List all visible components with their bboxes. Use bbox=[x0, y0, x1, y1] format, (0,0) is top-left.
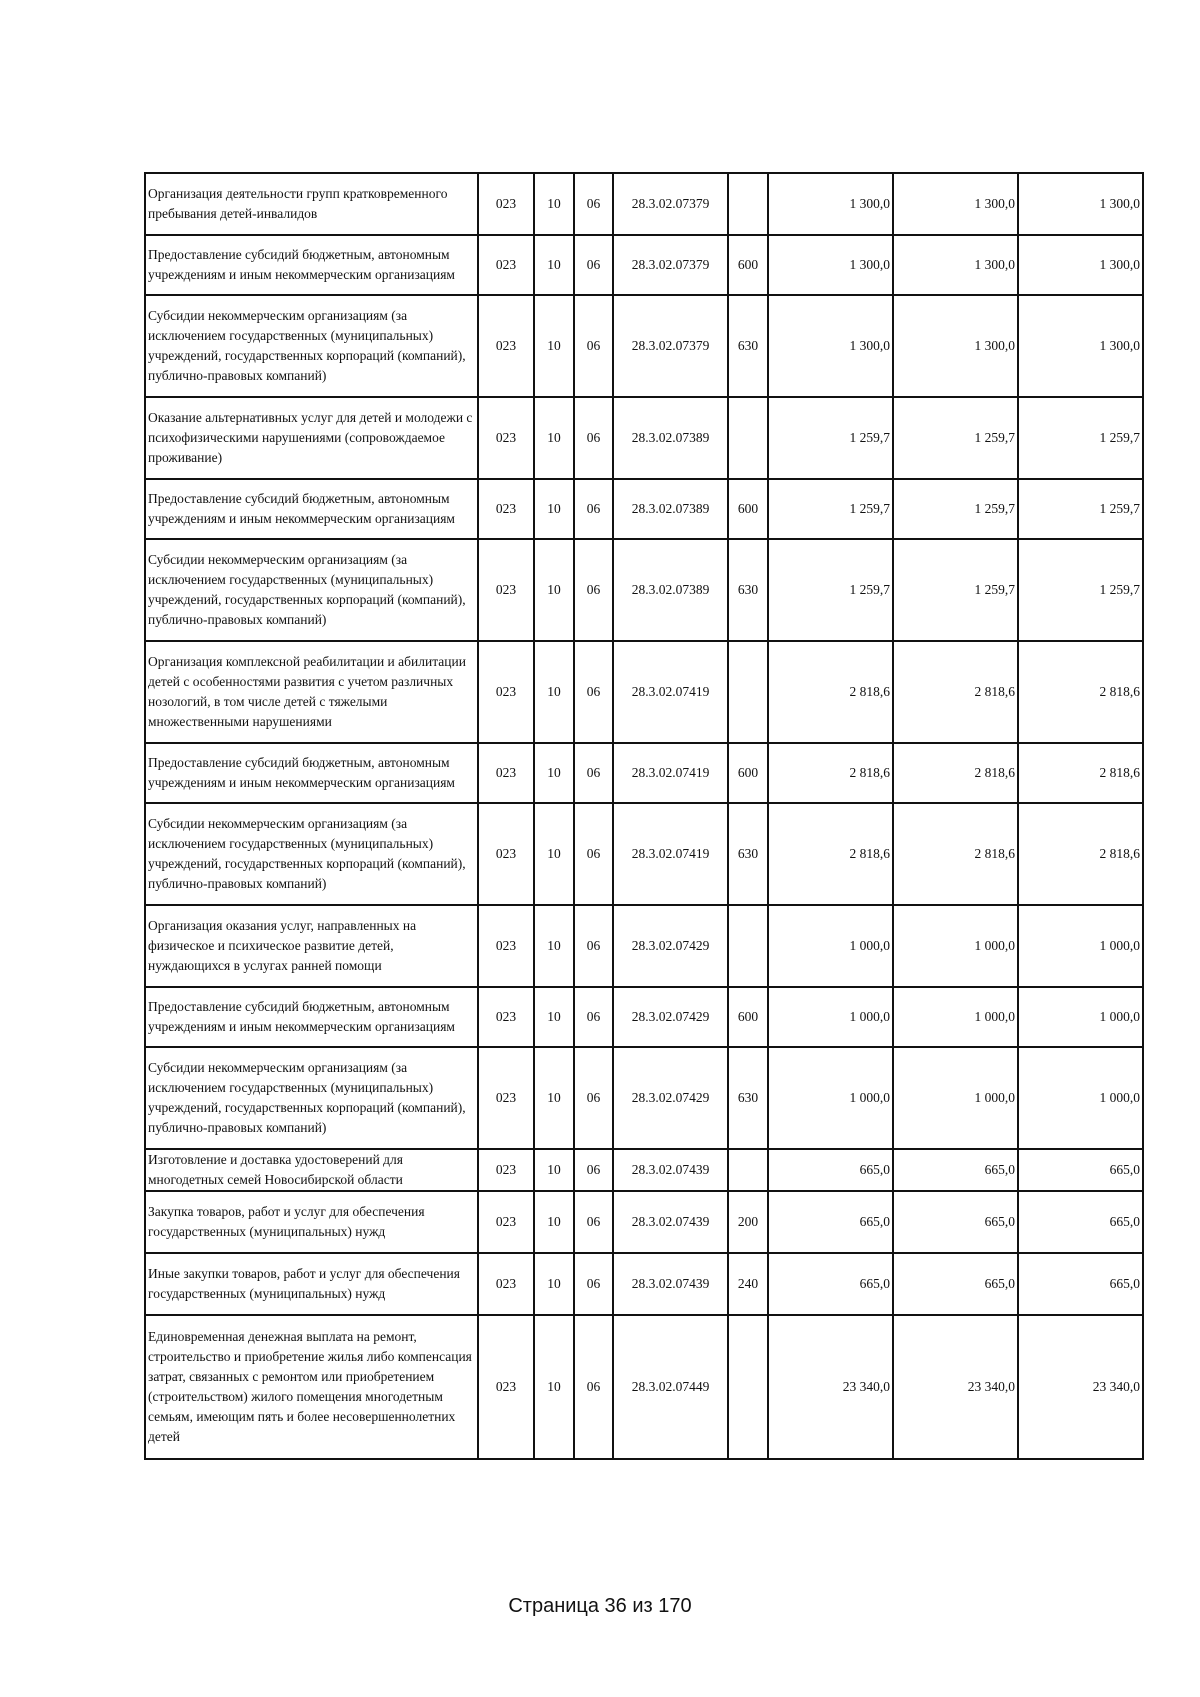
row-amount-2: 1 259,7 bbox=[893, 539, 1018, 641]
row-target-article: 28.3.02.07419 bbox=[613, 641, 728, 743]
row-expense-type bbox=[728, 905, 768, 987]
row-amount-1: 1 259,7 bbox=[768, 397, 893, 479]
row-target-article: 28.3.02.07389 bbox=[613, 539, 728, 641]
row-target-article: 28.3.02.07389 bbox=[613, 397, 728, 479]
row-subsection-code: 06 bbox=[574, 803, 613, 905]
row-section-code: 10 bbox=[534, 1315, 574, 1459]
table-row bbox=[145, 905, 1143, 987]
row-ministry-code: 023 bbox=[478, 397, 534, 479]
row-name: Организация деятельности групп кратковременного пребывания детей-инвалидов bbox=[145, 173, 478, 235]
row-amount-2: 1 300,0 bbox=[893, 235, 1018, 295]
row-ministry-code: 023 bbox=[478, 173, 534, 235]
row-section-code: 10 bbox=[534, 295, 574, 397]
table-row bbox=[145, 173, 1143, 235]
table-row bbox=[145, 1315, 1143, 1459]
row-amount-1: 1 259,7 bbox=[768, 539, 893, 641]
row-amount-3: 1 259,7 bbox=[1018, 397, 1143, 479]
row-target-article: 28.3.02.07379 bbox=[613, 235, 728, 295]
row-subsection-code: 06 bbox=[574, 1253, 613, 1315]
table-row bbox=[145, 803, 1143, 905]
row-subsection-code: 06 bbox=[574, 539, 613, 641]
row-section-code: 10 bbox=[534, 173, 574, 235]
row-expense-type: 630 bbox=[728, 295, 768, 397]
row-subsection-code: 06 bbox=[574, 743, 613, 803]
table-row bbox=[145, 1191, 1143, 1253]
row-amount-3: 665,0 bbox=[1018, 1253, 1143, 1315]
row-target-article: 28.3.02.07429 bbox=[613, 987, 728, 1047]
row-amount-2: 2 818,6 bbox=[893, 743, 1018, 803]
row-ministry-code: 023 bbox=[478, 987, 534, 1047]
row-section-code: 10 bbox=[534, 1047, 574, 1149]
row-expense-type bbox=[728, 397, 768, 479]
row-expense-type bbox=[728, 173, 768, 235]
table-row bbox=[145, 479, 1143, 539]
row-amount-3: 2 818,6 bbox=[1018, 743, 1143, 803]
row-expense-type: 630 bbox=[728, 1047, 768, 1149]
row-amount-2: 1 000,0 bbox=[893, 987, 1018, 1047]
row-expense-type: 240 bbox=[728, 1253, 768, 1315]
table-row bbox=[145, 1253, 1143, 1315]
row-name: Оказание альтернативных услуг для детей и молодежи с психофизическими нарушениями (сопровождаемое проживание) bbox=[145, 397, 478, 479]
row-amount-2: 2 818,6 bbox=[893, 641, 1018, 743]
row-name: Субсидии некоммерческим организациям (за исключением государственных (муниципальных) учреждений, государственных корпораций (компаний), публично-правовых компаний) bbox=[145, 295, 478, 397]
row-name: Единовременная денежная выплата на ремонт, строительство и приобретение жилья либо компенсация затрат, связанных с ремонтом или приобретением (строительством) жилого помещения многодетным семьям, имеющим пять и более несовершеннолетних детей bbox=[145, 1315, 478, 1459]
row-name: Субсидии некоммерческим организациям (за исключением государственных (муниципальных) учреждений, государственных корпораций (компаний), публично-правовых компаний) bbox=[145, 1047, 478, 1149]
row-amount-2: 1 300,0 bbox=[893, 173, 1018, 235]
table-row bbox=[145, 397, 1143, 479]
row-subsection-code: 06 bbox=[574, 1315, 613, 1459]
row-subsection-code: 06 bbox=[574, 1191, 613, 1253]
row-name: Субсидии некоммерческим организациям (за исключением государственных (муниципальных) учреждений, государственных корпораций (компаний), публично-правовых компаний) bbox=[145, 539, 478, 641]
row-amount-1: 1 000,0 bbox=[768, 1047, 893, 1149]
row-ministry-code: 023 bbox=[478, 479, 534, 539]
table-row bbox=[145, 743, 1143, 803]
row-expense-type bbox=[728, 641, 768, 743]
row-amount-3: 2 818,6 bbox=[1018, 803, 1143, 905]
row-section-code: 10 bbox=[534, 743, 574, 803]
row-section-code: 10 bbox=[534, 539, 574, 641]
row-amount-1: 1 259,7 bbox=[768, 479, 893, 539]
row-amount-2: 1 300,0 bbox=[893, 295, 1018, 397]
row-name: Предоставление субсидий бюджетным, автономным учреждениям и иным некоммерческим организациям bbox=[145, 987, 478, 1047]
row-section-code: 10 bbox=[534, 905, 574, 987]
row-subsection-code: 06 bbox=[574, 295, 613, 397]
row-name: Субсидии некоммерческим организациям (за исключением государственных (муниципальных) учреждений, государственных корпораций (компаний), публично-правовых компаний) bbox=[145, 803, 478, 905]
row-target-article: 28.3.02.07429 bbox=[613, 905, 728, 987]
row-amount-3: 665,0 bbox=[1018, 1149, 1143, 1191]
row-amount-1: 1 300,0 bbox=[768, 295, 893, 397]
row-amount-3: 665,0 bbox=[1018, 1191, 1143, 1253]
row-amount-2: 1 259,7 bbox=[893, 397, 1018, 479]
row-amount-1: 1 000,0 bbox=[768, 905, 893, 987]
row-amount-3: 23 340,0 bbox=[1018, 1315, 1143, 1459]
row-ministry-code: 023 bbox=[478, 539, 534, 641]
row-target-article: 28.3.02.07449 bbox=[613, 1315, 728, 1459]
page-number: Страница 36 из 170 bbox=[508, 1595, 692, 1617]
row-target-article: 28.3.02.07439 bbox=[613, 1149, 728, 1191]
row-name: Закупка товаров, работ и услуг для обеспечения государственных (муниципальных) нужд bbox=[145, 1191, 478, 1253]
row-amount-3: 1 300,0 bbox=[1018, 173, 1143, 235]
row-amount-3: 1 259,7 bbox=[1018, 479, 1143, 539]
row-ministry-code: 023 bbox=[478, 1253, 534, 1315]
row-ministry-code: 023 bbox=[478, 1149, 534, 1191]
row-section-code: 10 bbox=[534, 1253, 574, 1315]
row-subsection-code: 06 bbox=[574, 1149, 613, 1191]
row-name: Изготовление и доставка удостоверений для многодетных семей Новосибирской области bbox=[145, 1149, 478, 1191]
row-expense-type: 200 bbox=[728, 1191, 768, 1253]
row-amount-3: 1 000,0 bbox=[1018, 905, 1143, 987]
row-amount-1: 2 818,6 bbox=[768, 743, 893, 803]
row-amount-1: 23 340,0 bbox=[768, 1315, 893, 1459]
row-ministry-code: 023 bbox=[478, 1315, 534, 1459]
row-target-article: 28.3.02.07419 bbox=[613, 743, 728, 803]
row-expense-type: 630 bbox=[728, 539, 768, 641]
row-ministry-code: 023 bbox=[478, 803, 534, 905]
row-name: Предоставление субсидий бюджетным, автономным учреждениям и иным некоммерческим организациям bbox=[145, 235, 478, 295]
table-row bbox=[145, 641, 1143, 743]
row-amount-2: 1 000,0 bbox=[893, 905, 1018, 987]
table-row bbox=[145, 987, 1143, 1047]
row-section-code: 10 bbox=[534, 1191, 574, 1253]
row-amount-2: 2 818,6 bbox=[893, 803, 1018, 905]
table-row bbox=[145, 1149, 1143, 1191]
row-section-code: 10 bbox=[534, 641, 574, 743]
row-expense-type: 630 bbox=[728, 803, 768, 905]
row-subsection-code: 06 bbox=[574, 905, 613, 987]
row-target-article: 28.3.02.07429 bbox=[613, 1047, 728, 1149]
row-amount-1: 665,0 bbox=[768, 1149, 893, 1191]
row-expense-type: 600 bbox=[728, 743, 768, 803]
row-subsection-code: 06 bbox=[574, 479, 613, 539]
row-expense-type: 600 bbox=[728, 235, 768, 295]
row-ministry-code: 023 bbox=[478, 295, 534, 397]
row-amount-2: 665,0 bbox=[893, 1191, 1018, 1253]
row-section-code: 10 bbox=[534, 803, 574, 905]
row-target-article: 28.3.02.07389 bbox=[613, 479, 728, 539]
row-amount-1: 2 818,6 bbox=[768, 641, 893, 743]
row-amount-2: 1 000,0 bbox=[893, 1047, 1018, 1149]
table-row bbox=[145, 235, 1143, 295]
row-amount-1: 1 300,0 bbox=[768, 235, 893, 295]
row-subsection-code: 06 bbox=[574, 987, 613, 1047]
row-amount-2: 665,0 bbox=[893, 1149, 1018, 1191]
row-amount-2: 665,0 bbox=[893, 1253, 1018, 1315]
table-row bbox=[145, 295, 1143, 397]
row-subsection-code: 06 bbox=[574, 173, 613, 235]
row-ministry-code: 023 bbox=[478, 905, 534, 987]
row-subsection-code: 06 bbox=[574, 641, 613, 743]
budget-table bbox=[144, 172, 1144, 1460]
row-target-article: 28.3.02.07379 bbox=[613, 173, 728, 235]
row-expense-type: 600 bbox=[728, 987, 768, 1047]
row-ministry-code: 023 bbox=[478, 1191, 534, 1253]
row-ministry-code: 023 bbox=[478, 641, 534, 743]
row-name: Организация оказания услуг, направленных на физическое и психическое развитие детей, нуждающихся в услугах ранней помощи bbox=[145, 905, 478, 987]
row-name: Предоставление субсидий бюджетным, автономным учреждениям и иным некоммерческим организациям bbox=[145, 743, 478, 803]
row-amount-3: 1 300,0 bbox=[1018, 235, 1143, 295]
row-section-code: 10 bbox=[534, 479, 574, 539]
row-target-article: 28.3.02.07379 bbox=[613, 295, 728, 397]
row-amount-1: 665,0 bbox=[768, 1253, 893, 1315]
row-amount-2: 23 340,0 bbox=[893, 1315, 1018, 1459]
row-name: Иные закупки товаров, работ и услуг для обеспечения государственных (муниципальных) нужд bbox=[145, 1253, 478, 1315]
row-subsection-code: 06 bbox=[574, 1047, 613, 1149]
row-ministry-code: 023 bbox=[478, 743, 534, 803]
row-target-article: 28.3.02.07419 bbox=[613, 803, 728, 905]
row-subsection-code: 06 bbox=[574, 235, 613, 295]
row-amount-3: 2 818,6 bbox=[1018, 641, 1143, 743]
row-name: Предоставление субсидий бюджетным, автономным учреждениям и иным некоммерческим организациям bbox=[145, 479, 478, 539]
table-row bbox=[145, 539, 1143, 641]
row-amount-1: 2 818,6 bbox=[768, 803, 893, 905]
row-amount-3: 1 000,0 bbox=[1018, 1047, 1143, 1149]
row-subsection-code: 06 bbox=[574, 397, 613, 479]
row-expense-type: 600 bbox=[728, 479, 768, 539]
row-expense-type bbox=[728, 1149, 768, 1191]
row-amount-1: 665,0 bbox=[768, 1191, 893, 1253]
row-amount-1: 1 000,0 bbox=[768, 987, 893, 1047]
row-amount-3: 1 300,0 bbox=[1018, 295, 1143, 397]
table-row bbox=[145, 1047, 1143, 1149]
row-amount-3: 1 259,7 bbox=[1018, 539, 1143, 641]
row-ministry-code: 023 bbox=[478, 235, 534, 295]
row-section-code: 10 bbox=[534, 1149, 574, 1191]
row-target-article: 28.3.02.07439 bbox=[613, 1191, 728, 1253]
row-target-article: 28.3.02.07439 bbox=[613, 1253, 728, 1315]
row-section-code: 10 bbox=[534, 397, 574, 479]
row-ministry-code: 023 bbox=[478, 1047, 534, 1149]
row-amount-3: 1 000,0 bbox=[1018, 987, 1143, 1047]
row-section-code: 10 bbox=[534, 987, 574, 1047]
row-section-code: 10 bbox=[534, 235, 574, 295]
row-name: Организация комплексной реабилитации и абилитации детей с особенностями развития с учетом различных нозологий, в том числе детей с тяжелыми множественными нарушениями bbox=[145, 641, 478, 743]
row-amount-2: 1 259,7 bbox=[893, 479, 1018, 539]
row-expense-type bbox=[728, 1315, 768, 1459]
row-amount-1: 1 300,0 bbox=[768, 173, 893, 235]
